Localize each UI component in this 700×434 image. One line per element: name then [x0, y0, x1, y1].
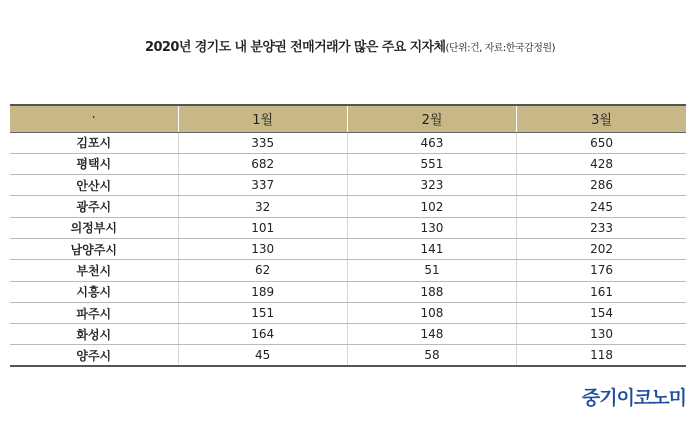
table-cell: 682 [178, 153, 347, 174]
table-row [10, 217, 686, 238]
table-row [10, 324, 686, 345]
table-row [10, 281, 686, 302]
title-text: 2020년 경기도 내 분양권 전매거래가 많은 주요 지자체 [145, 40, 446, 55]
column-header: 3월 [517, 105, 686, 132]
unit-source-note: (단위:건, 자료:한국감정원) [445, 43, 555, 54]
table-cell: 245 [517, 196, 686, 217]
table-cell: 148 [347, 324, 516, 345]
table-cell: 189 [178, 281, 347, 302]
row-label: 양주시 [10, 345, 178, 366]
row-label: 광주시 [10, 196, 178, 217]
table-cell: 233 [517, 217, 686, 238]
table-cell: 154 [517, 302, 686, 323]
table-cell: 102 [347, 196, 516, 217]
table-cell: 428 [517, 153, 686, 174]
row-label: 파주시 [10, 302, 178, 323]
row-label: 의정부시 [10, 217, 178, 238]
table-cell: 650 [517, 132, 686, 153]
table-row [10, 132, 686, 153]
table-cell: 51 [347, 260, 516, 281]
table-cell: 164 [178, 324, 347, 345]
table-row [10, 175, 686, 196]
table-row [10, 238, 686, 259]
column-header: 1월 [178, 105, 347, 132]
row-label: 남양주시 [10, 238, 178, 259]
table-cell: 108 [347, 302, 516, 323]
row-label: 안산시 [10, 175, 178, 196]
row-label: 시흥시 [10, 281, 178, 302]
table-cell: 337 [178, 175, 347, 196]
table-cell: 101 [178, 217, 347, 238]
table-row [10, 196, 686, 217]
table-row [10, 302, 686, 323]
table-cell: 463 [347, 132, 516, 153]
table-cell: 130 [517, 324, 686, 345]
table-cell: 176 [517, 260, 686, 281]
table-cell: 335 [178, 132, 347, 153]
table-row [10, 260, 686, 281]
row-label: 평택시 [10, 153, 178, 174]
row-label: 부천시 [10, 260, 178, 281]
column-header: 2월 [347, 105, 516, 132]
row-label: 김포시 [10, 132, 178, 153]
corner-header: · [10, 105, 178, 132]
table-row [10, 345, 686, 366]
table-cell: 45 [178, 345, 347, 366]
table-body [10, 132, 686, 366]
header-row [10, 105, 686, 132]
table-cell: 323 [347, 175, 516, 196]
chart-title [0, 36, 700, 55]
table-cell: 202 [517, 238, 686, 259]
table-cell: 130 [347, 217, 516, 238]
table-cell: 62 [178, 260, 347, 281]
table-cell: 151 [178, 302, 347, 323]
table-cell: 161 [517, 281, 686, 302]
publisher-logo: 중기이코노미 [581, 387, 686, 409]
table-cell: 118 [517, 345, 686, 366]
table-cell: 32 [178, 196, 347, 217]
table-cell: 130 [178, 238, 347, 259]
table-cell: 286 [517, 175, 686, 196]
row-label: 화성시 [10, 324, 178, 345]
data-table [10, 104, 686, 367]
table-cell: 141 [347, 238, 516, 259]
table-cell: 551 [347, 153, 516, 174]
table-cell: 188 [347, 281, 516, 302]
table-row [10, 153, 686, 174]
table-cell: 58 [347, 345, 516, 366]
